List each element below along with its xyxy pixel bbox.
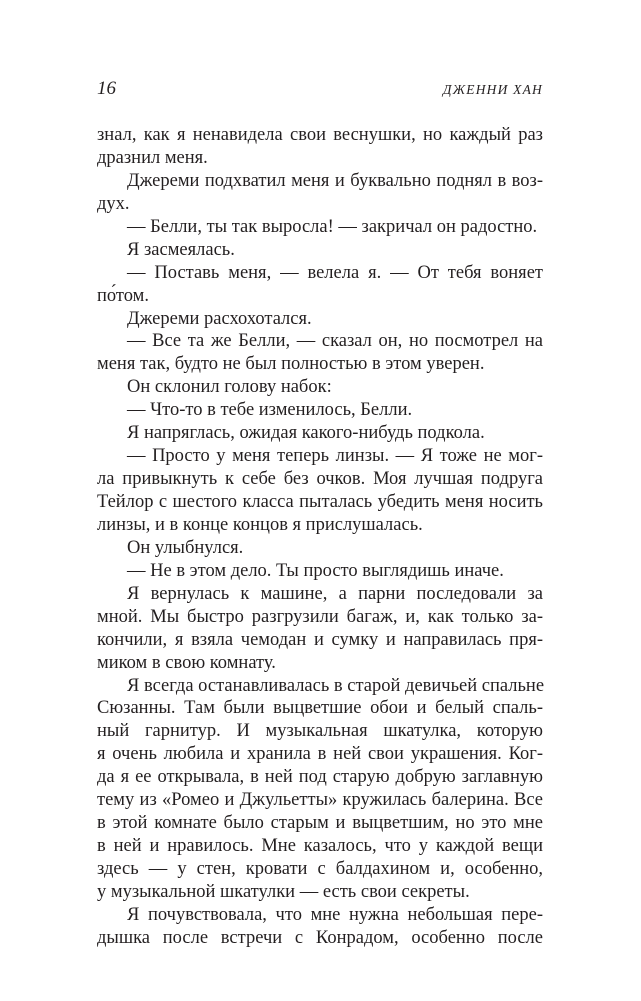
text-line: Я засмеялась. xyxy=(127,239,235,260)
text-line: Джереми подхватил меня и буквально поднял в воз- xyxy=(127,170,543,191)
page-header xyxy=(97,78,543,104)
text-line: меня так, будто не был полностью в этом уверен. xyxy=(97,354,485,375)
running-head-author: ДЖЕННИ ХАН xyxy=(442,82,543,97)
text-line: — Белли, ты так выросла! — закричал он радостно. xyxy=(127,216,538,237)
text-line: у музыкальной шкатулки — есть свои секреты. xyxy=(97,881,470,902)
text-line: да я ее открывала, в ней под старую добрую заглавную xyxy=(97,767,543,788)
text-line: Тейлор с шестого класса пыталась убедить меня носить xyxy=(97,492,543,512)
text-line: дух. xyxy=(97,193,130,214)
text-line: дразнил меня. xyxy=(97,147,208,168)
text-line: Я почувствовала, что мне нужна небольшая пере- xyxy=(127,904,543,925)
text-line: — Поставь меня, — велела я. — От тебя воняет xyxy=(127,262,543,283)
text-line: кончили, я взяла чемодан и сумку и направилась пря- xyxy=(97,629,543,650)
text-line: — Что-то в тебе изменилось, Белли. xyxy=(127,400,413,421)
text-line: в ней и нравилось. Мне казалось, что у каждой вещи xyxy=(97,836,543,857)
text-line: Сюзанны. Там были выцветшие обои и белый спаль- xyxy=(97,698,543,719)
text-line: в этой комнате было старым и выцветшим, но это мне xyxy=(97,813,543,834)
text-line: Он склонил голову набок: xyxy=(127,377,332,398)
text-line: по́том. xyxy=(97,285,149,306)
text-line: тему из «Ромео и Джульетты» кружилась балерина. Все xyxy=(97,790,543,811)
text-line: — Не в этом дело. Ты просто выглядишь иначе. xyxy=(127,560,504,581)
text-line: Я всегда останавливалась в старой девичьей спальне xyxy=(127,675,545,696)
text-line: — Просто у меня теперь линзы. — Я тоже не мог- xyxy=(127,446,543,467)
text-line: Он улыбнулся. xyxy=(127,537,244,558)
text-line: Я вернулась к машине, а парни последовали за xyxy=(127,583,543,604)
text-line: миком в свою комнату. xyxy=(97,652,276,673)
text-line: ный гарнитур. И музыкальная шкатулка, которую xyxy=(97,721,543,742)
text-line: мной. Мы быстро разгрузили багаж, и, как только за- xyxy=(97,606,543,627)
text-line: ла привыкнуть к себе без очков. Моя лучшая подруга xyxy=(97,469,543,490)
text-line: знал, как я ненавидела свои веснушки, но каждый раз xyxy=(97,125,543,145)
book-page xyxy=(97,78,543,950)
page-number: 16 xyxy=(97,78,116,99)
text-line: дышка после встречи с Конрадом, особенно после xyxy=(97,927,543,948)
text-line: Джереми расхохотался. xyxy=(127,308,312,329)
text-line: линзы, и в конце концов я прислушалась. xyxy=(97,514,423,535)
text-line: я очень любила и хранила в ней свои украшения. Ког- xyxy=(97,744,543,765)
text-line: Я напряглась, ожидая какого-нибудь подкола. xyxy=(127,423,485,444)
text-line: — Все та же Белли, — сказал он, но посмотрел на xyxy=(127,331,543,352)
text-line: здесь — у стен, кровати с балдахином и, особенно, xyxy=(97,859,543,879)
body-text xyxy=(97,124,543,950)
